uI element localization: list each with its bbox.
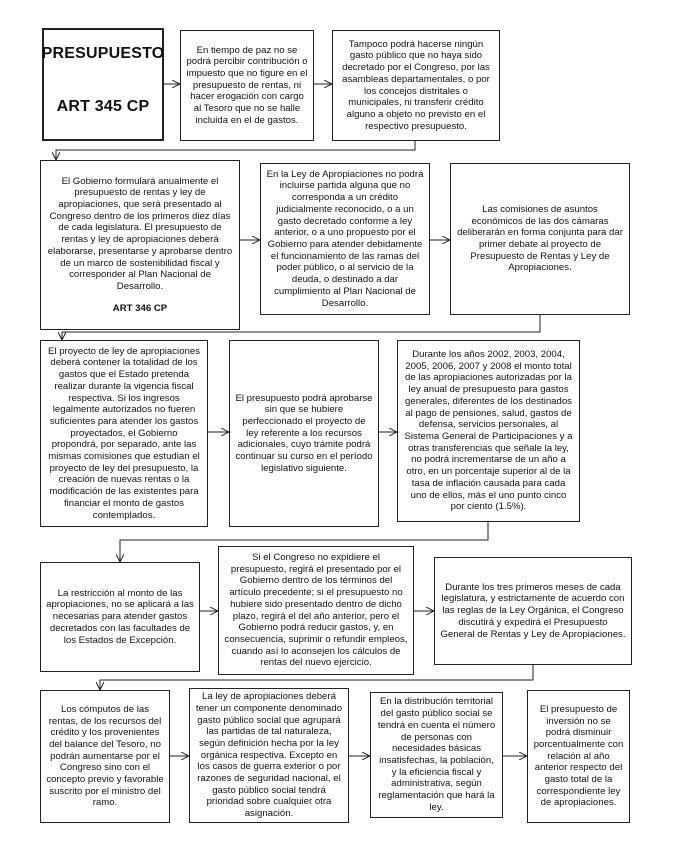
box-tiempo-de-paz-text: En tiempo de paz no se podrá percibir contribución o impuesto que no figure en el presupuesto de rentas, ni hacer erogación con cargo al Tesoro que no se halle incluida en el de gastos. [186,44,308,126]
box-proyecto-ley-apropiaciones [40,340,208,527]
box-ley-de-apropiaciones-partidas [260,163,430,315]
box-gasto-publico-social-text: La ley de apropiaciones deberá tener un componente denominado gasto público social que agrupará las partidas de tal naturaleza, según definición hecha por la ley orgánica respectiva. Excepto en los casos de guerra exterior o por razones de seguridad nacional, el gasto público social tendrá prioridad sobre cualquier otra asignación. [195,691,343,820]
box-presupuesto-inversion-text: El presupuesto de inversión no se podrá disminuir porcentualmente con relación al año anterior respecto del gasto total de la correspondiente ley de apropiaciones. [533,703,624,809]
box-tiempo-de-paz [180,30,314,141]
box-presupuesto-podra-aprobarse [229,340,379,527]
box-gasto-publico-social [189,688,349,823]
box-tres-primeros-meses [434,557,632,665]
box-computos-rentas-text: Los cómputos de las rentas, de los recursos del crédito y los provenientes del balance del Tesoro, no podrán aumentarse por el Congreso sino con el concepto previo y favorable suscrito por el ministro del ramo. [46,703,164,809]
box-congreso-no-expidiere-text: Si el Congreso no expidiere el presupuesto, regirá el presentado por el Gobierno dentro de los términos del artículo precedente; si el presupuesto no hubiere sido presentado dentro de dicho plazo, regirá el del año anterior, pero el Gobierno podrá reducir gastos, y, en consecuencia, suprimir o refundir empleos, cuando así lo aconsejen los cálculos de rentas del nuevo ejercicio. [224,551,408,669]
box-gobierno-formulara-text: El Gobierno formulará anualmente el presupuesto de rentas y ley de apropiaciones, que será presentado al Congreso dentro de los primeros diez días de cada legislatura. El presupuesto de rentas y ley de apropiaciones deberá elaborarse, presentarse y aprobarse dentro de un marco de sostenibilidad fiscal y corresponder al Plan Nacional de Desarrollo. [47,175,233,292]
article-346-label: ART 346 CP [112,302,168,314]
box-presupuesto-inversion [527,690,630,823]
box-gobierno-formulara [40,160,240,330]
box-tres-primeros-meses-text: Durante los tres primeros meses de cada legislatura, y estrictamente de acuerdo con las reglas de la Ley Orgánica, el Congreso discutirá y expedirá el Presupuesto General de Rentas y Ley de Apropiaciones. [440,581,626,640]
box-restriccion-monto [40,562,200,672]
box-congreso-no-expidiere [218,546,414,675]
box-ley-de-apropiaciones-partidas-text: En la Ley de Apropiaciones no podrá incluirse partida alguna que no corresponda a un crédito judicialmente reconocido, o a un gasto decretado conforme a ley anterior, o a uno propuesto por el Gobierno para atender debidamente el funcionamiento de las ramas del poder público, o al servicio de la deuda, o destinado a dar cumplimiento al Plan Nacional de Desarrollo. [266,168,424,309]
page-title: PRESUPUESTO [41,45,165,62]
box-gasto-publico-decretado [332,30,500,141]
box-distribucion-territorial [370,692,503,818]
box-proyecto-ley-apropiaciones-text: El proyecto de ley de apropiaciones deberá contener la totalidad de los gastos que el Estado pretenda realizar durante la vigencia fiscal respectiva. Si los ingresos legalmente autorizados no fueren suficientes para atender los gastos proyectados, el Gobierno propondrá, por separado, ante las mismas comisiones que estudian el proyecto de ley del presupuesto, la creación de nuevas rentas o la modificación de las existentes para financiar el monto de gastos contemplados. [48,345,200,521]
box-distribucion-territorial-text: En la distribución territorial del gasto público social se tendrá en cuenta el número de personas con necesidades básicas insatisfechas, la población, y la eficiencia fiscal y administrativa, según reglamentación que hará la ley. [377,696,496,813]
box-gasto-publico-decretado-text: Tampoco podrá hacerse ningún gasto público que no haya sido decretado por el Congreso, por las asambleas departamentales, o por los concejos distritales o municipales, ni transferir crédito alguno a objeto no previsto en el respectivo presupuesto. [342,38,490,132]
box-comisiones-asuntos-economicos [450,163,630,315]
title-box [42,28,164,141]
box-restriccion-monto-text: La restricción al monto de las apropiaciones, no se aplicará a las necesarias para atender gastos decretados con las facultades de los Estados de Excepción. [46,587,194,646]
box-computos-rentas [40,690,170,823]
box-presupuesto-podra-aprobarse-text: El presupuesto podrá aprobarse sin que se hubiere perfeccionado el proyecto de ley referente a los recursos adicionales, cuyo trámite podrá continuar su curso en el período legislativo siguiente. [235,392,373,474]
arrow-b2-to-b3 [56,141,415,159]
article-345-label: ART 345 CP [56,98,150,116]
box-anos-2002-2008 [397,340,580,522]
box-comisiones-asuntos-economicos-text: Las comisiones de asuntos económicos de las dos cámaras deliberarán en forma conjunta para dar primer debate al proyecto de Presupuesto de Rentas y Ley de Apropiaciones. [457,203,623,274]
box-anos-2002-2008-text: Durante los años 2002, 2003, 2004, 2005, 2006, 2007 y 2008 el monto total de las apropiaciones autorizadas por la ley anual de presupuesto para gastos generales, diferentes de los destinados al pago de pensiones, salud, gastos de defensa, servicios personales, al Sistema General de Participaciones y a otras transferencias que señale la ley, no podrá incrementarse de un año a otro, en un porcentaje superior al de la tasa de inflación causada para cada uno de ellos, más el uno punto cinco por ciento (1.5%). [404,349,573,513]
